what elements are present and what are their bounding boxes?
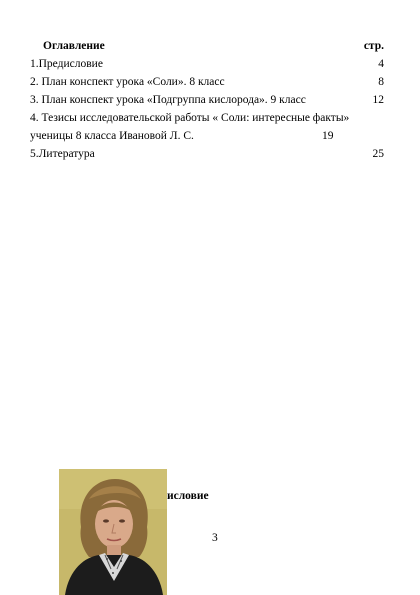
toc-entry [30, 145, 390, 163]
section-heading: исловие [167, 490, 209, 502]
toc-page-label: стр. [363, 40, 384, 52]
toc-title: Оглавление [43, 40, 105, 52]
toc-entry-page: 4 [378, 58, 384, 70]
toc-entry-text: ученицы 8 класса Ивановой Л. С. [30, 130, 194, 142]
toc-entry-text: 2. План конспект урока «Соли». 8 класс [30, 76, 225, 88]
toc-entry-page: 25 [372, 148, 384, 160]
table-of-contents [30, 37, 390, 163]
toc-entry [30, 73, 390, 91]
toc-entry [30, 109, 390, 127]
toc-entry [30, 55, 390, 73]
portrait-photo [59, 469, 167, 595]
toc-entry-text: 4. Тезисы исследовательской работы « Соли: интересные факты» [30, 112, 350, 124]
toc-entry-page: 12 [372, 94, 384, 106]
toc-entry-page: 8 [378, 76, 384, 88]
toc-entry [30, 91, 390, 109]
toc-entry [30, 127, 390, 145]
toc-entry-text: 5.Литература [30, 148, 95, 160]
page-number: 3 [212, 532, 218, 544]
toc-entry-page: 19 [322, 130, 334, 142]
toc-entry-text: 1.Предисловие [30, 58, 103, 70]
toc-header [30, 37, 390, 55]
toc-entry-text: 3. План конспект урока «Подгруппа кислорода». 9 класс [30, 94, 306, 106]
